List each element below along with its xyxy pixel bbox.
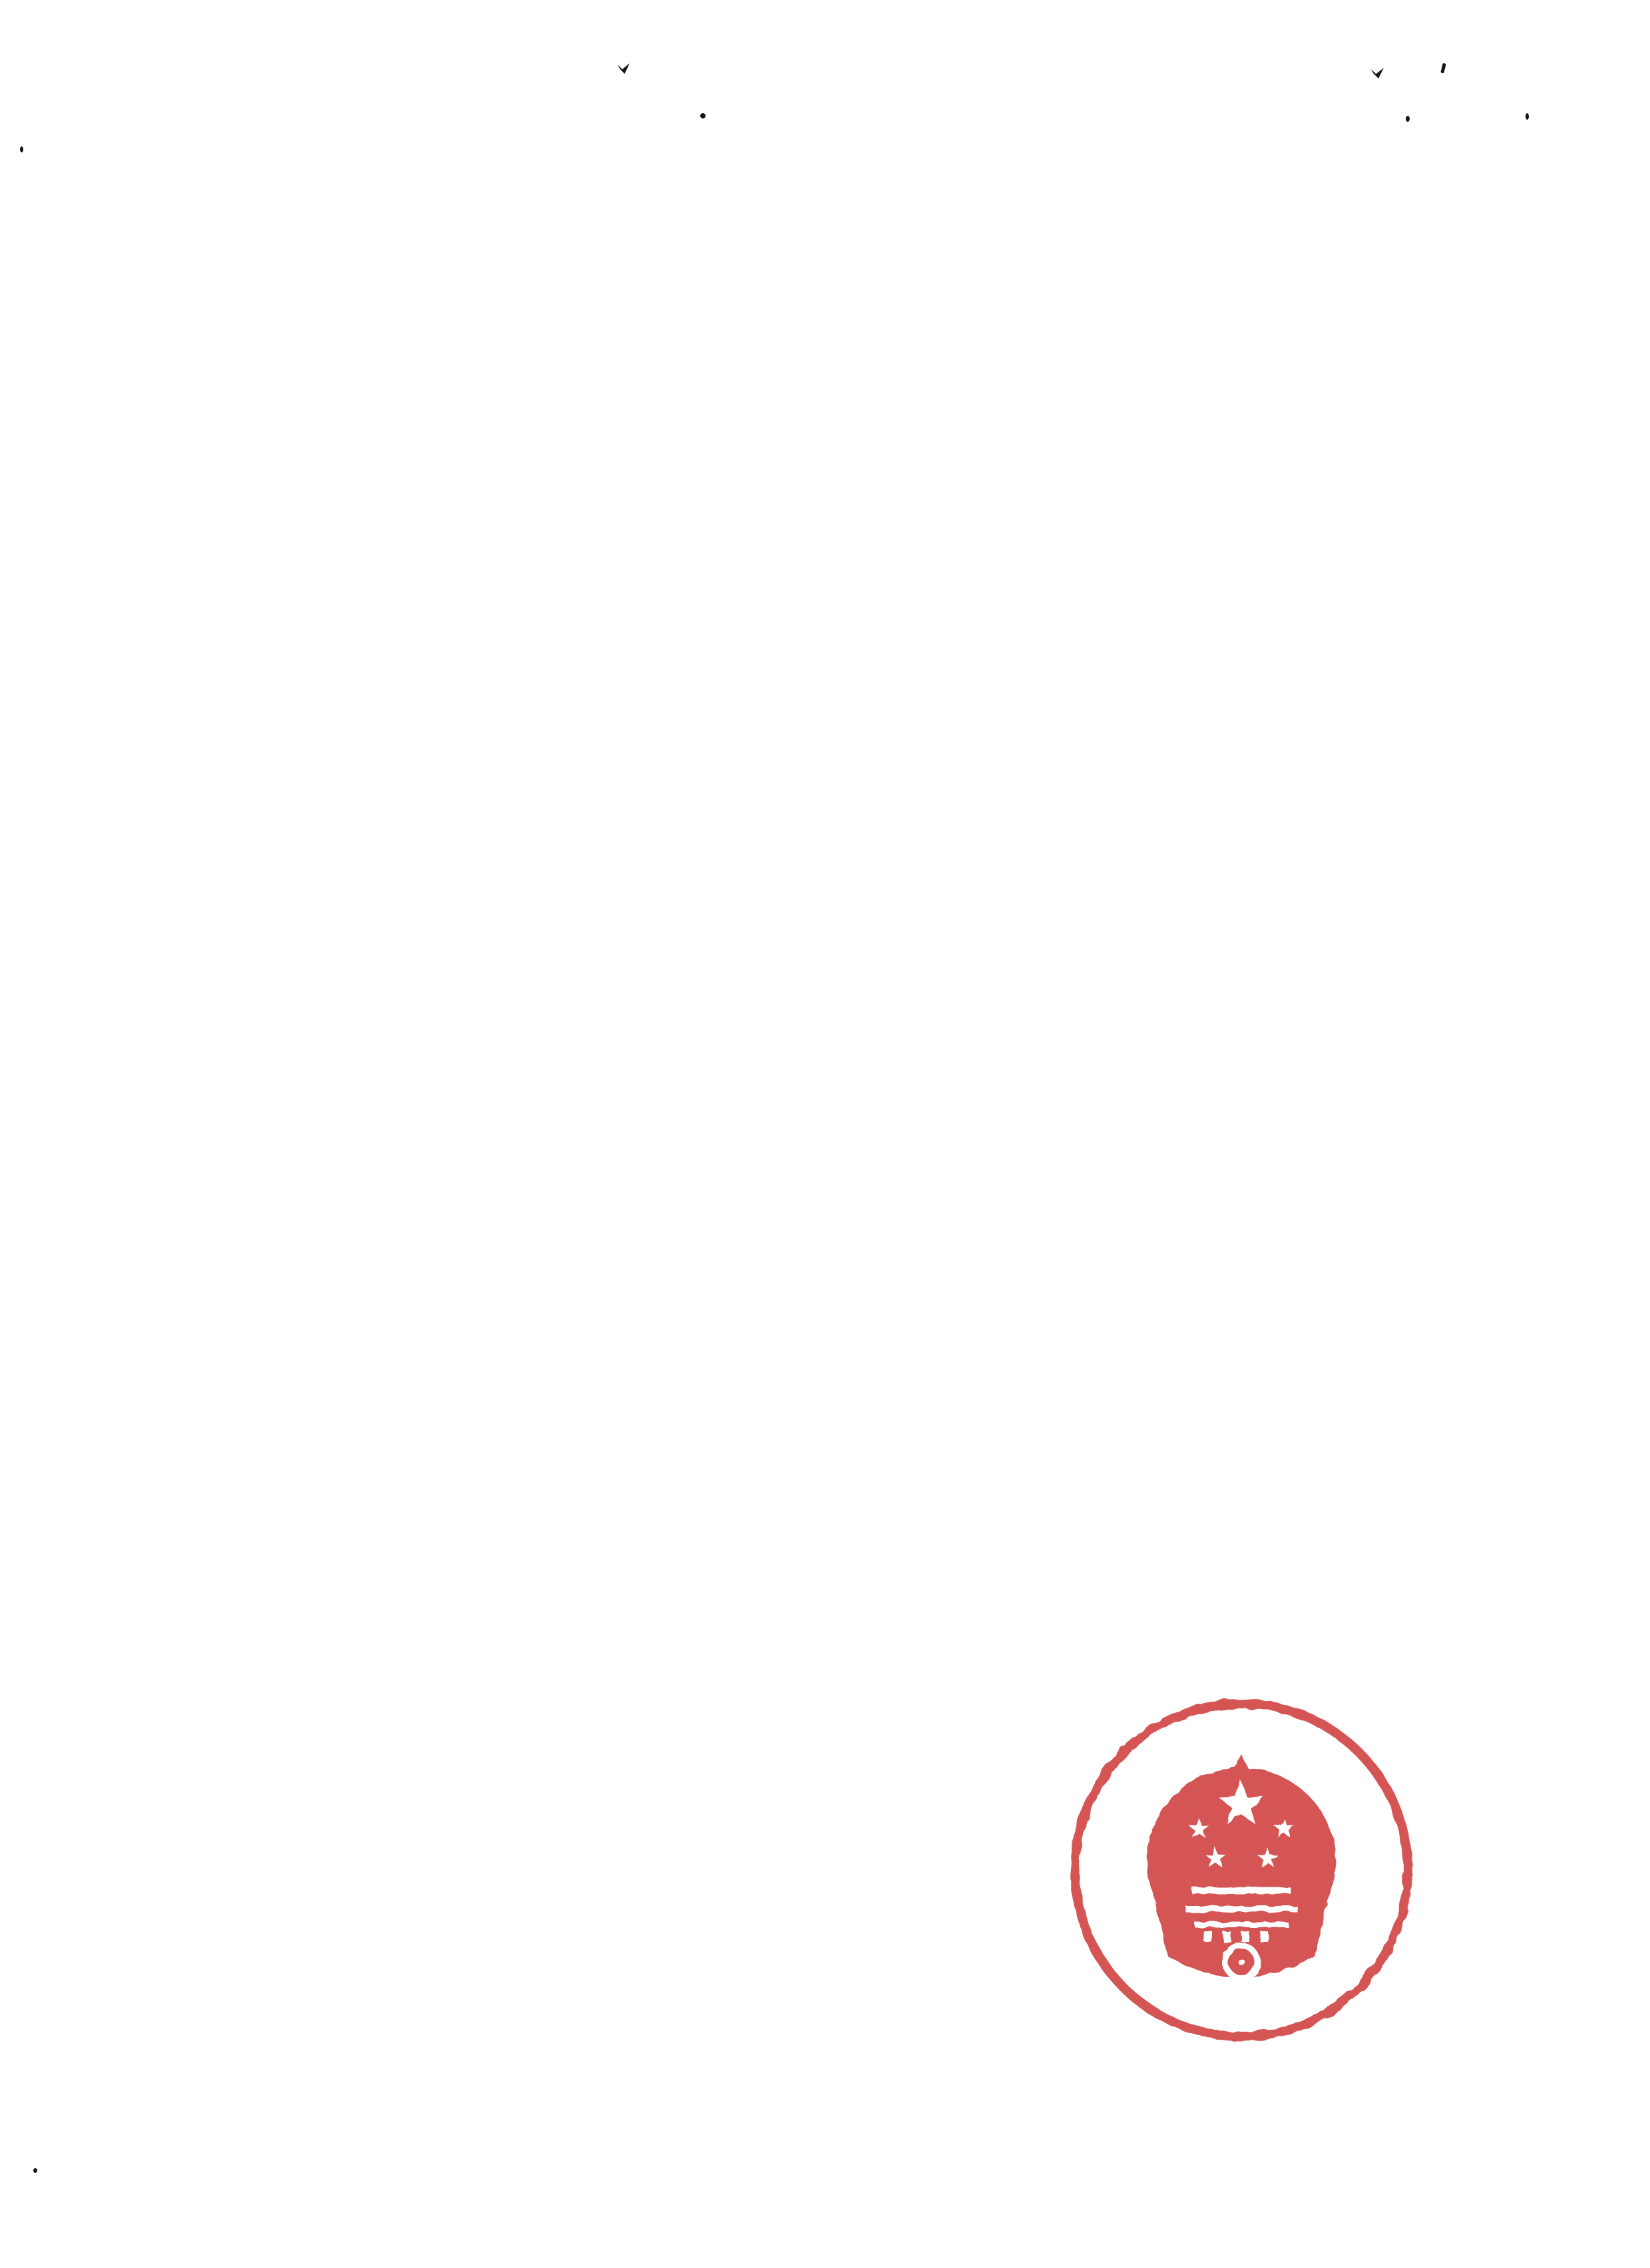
scan-noise-speck	[1406, 116, 1410, 122]
official-seal	[1062, 1690, 1421, 2050]
scan-noise-speck	[618, 63, 630, 74]
scan-noise-speck	[1371, 68, 1384, 79]
national-emblem-icon	[1147, 1754, 1336, 1978]
scan-noise-speck	[33, 2168, 37, 2173]
scan-noise-speck	[1526, 113, 1529, 120]
scan-noise-speck	[700, 113, 706, 118]
scan-noise-speck	[20, 146, 23, 152]
scan-noise-speck	[1440, 63, 1446, 74]
